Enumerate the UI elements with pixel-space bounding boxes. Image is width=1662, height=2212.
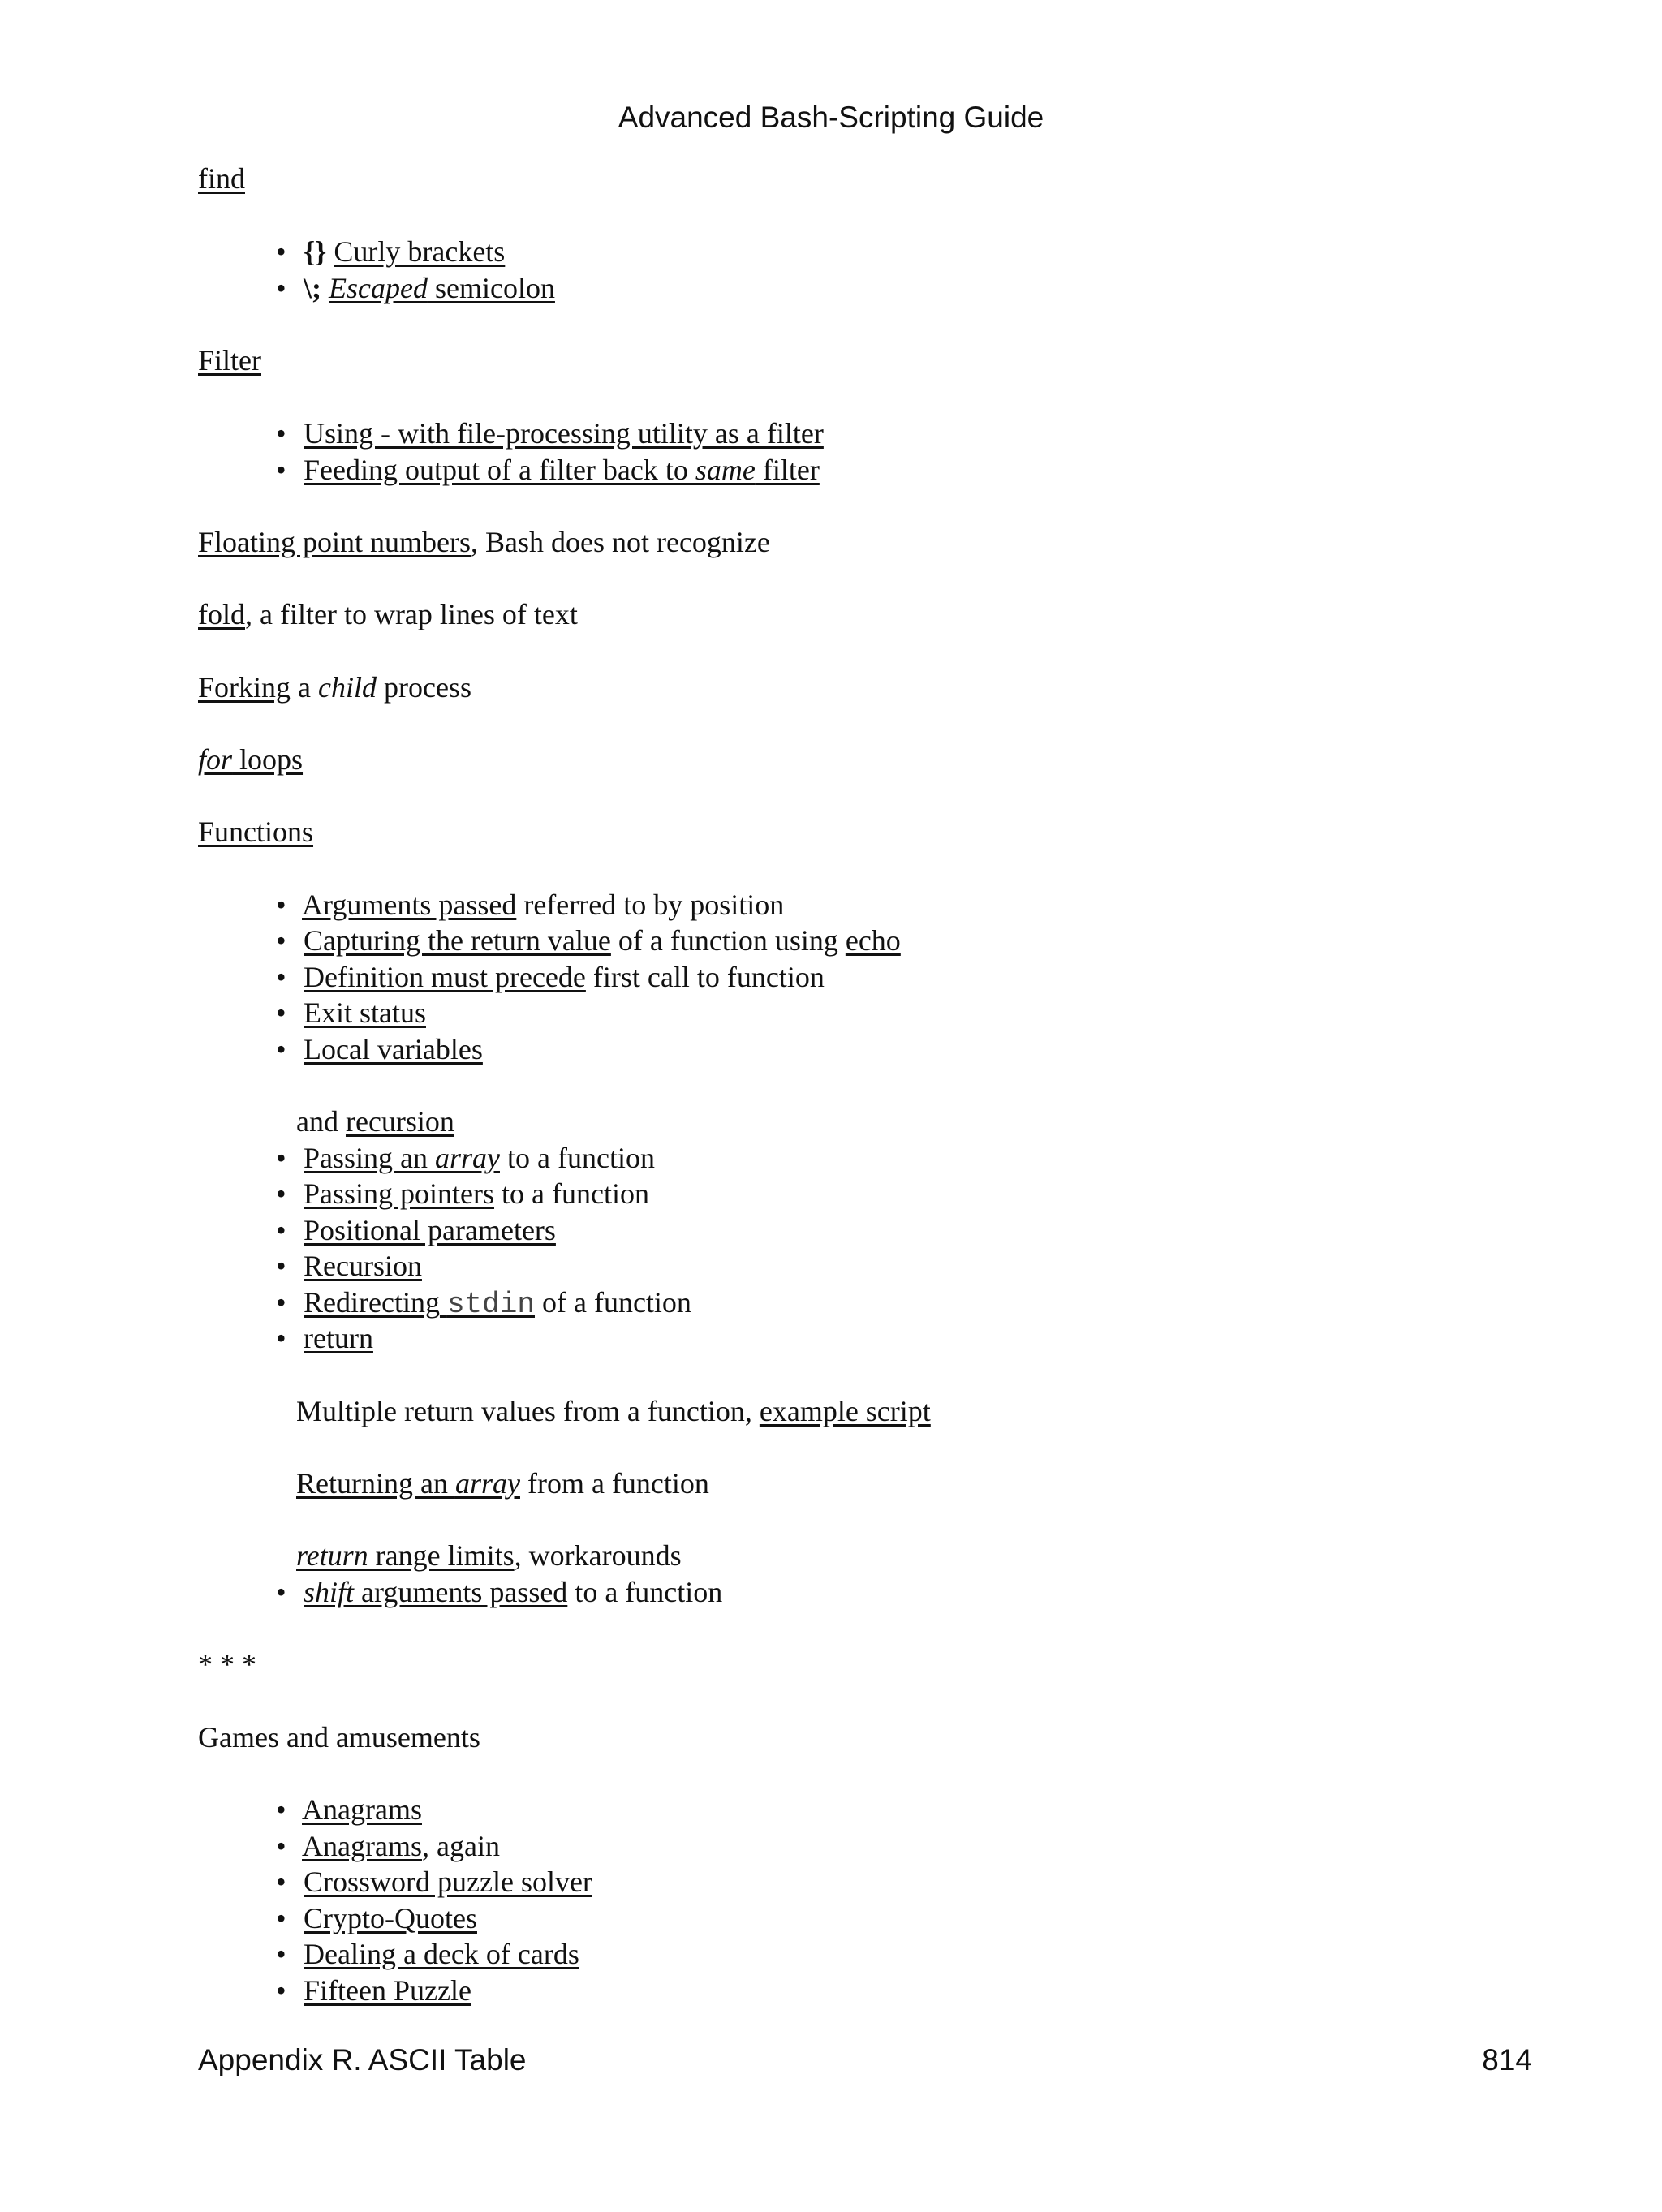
- fifteen-puzzle-link[interactable]: Fifteen Puzzle: [304, 1974, 471, 2007]
- link-text: arguments passed: [354, 1576, 568, 1608]
- item-text: referred to by position: [516, 889, 785, 921]
- loops-text: loops: [232, 743, 304, 776]
- item-text: of a function: [534, 1286, 691, 1319]
- list-item: [276, 1176, 649, 1211]
- forking-text-2: process: [376, 671, 471, 704]
- item-text: first call to function: [585, 961, 825, 993]
- list-item: [276, 1936, 579, 1972]
- stdin-code: stdin: [446, 1288, 535, 1321]
- item-text: , again: [421, 1830, 500, 1862]
- index-entry-fold: [198, 596, 578, 632]
- list-item: [276, 959, 825, 995]
- list-item: [276, 1140, 655, 1176]
- escaped-semicolon-link[interactable]: [329, 272, 555, 304]
- deck-of-cards-link[interactable]: Dealing a deck of cards: [304, 1938, 579, 1970]
- games-heading: Games and amusements: [198, 1721, 480, 1754]
- sub-entry: [296, 1465, 709, 1501]
- list-item: [276, 1864, 592, 1900]
- item-text: to a function: [494, 1177, 649, 1210]
- list-item: [276, 1900, 477, 1936]
- find-link[interactable]: find: [198, 162, 245, 195]
- anagrams-again-link[interactable]: Anagrams: [302, 1830, 422, 1862]
- list-item: [276, 887, 784, 923]
- curly-brackets-symbol: {}: [304, 235, 327, 268]
- list-item: [276, 234, 505, 269]
- example-script-link[interactable]: example script: [759, 1395, 931, 1427]
- list-item: [276, 1285, 691, 1323]
- item-text: from a function: [519, 1467, 709, 1500]
- recursion-sub-link[interactable]: recursion: [345, 1105, 454, 1138]
- item-text: and: [296, 1105, 346, 1138]
- list-item: [276, 1973, 471, 2008]
- list-item: [276, 415, 824, 451]
- filter-feeding-output-link[interactable]: [304, 454, 820, 486]
- crossword-solver-link[interactable]: Crossword puzzle solver: [304, 1866, 592, 1898]
- index-entry-for-loops: [198, 742, 303, 777]
- shift-em: shift: [304, 1576, 355, 1608]
- semicolon-text: semicolon: [427, 272, 555, 304]
- return-em: return: [296, 1539, 368, 1572]
- local-variables-link[interactable]: Local variables: [304, 1033, 483, 1065]
- list-item: [276, 1320, 373, 1356]
- exit-status-link[interactable]: Exit status: [304, 996, 426, 1029]
- child-em: child: [318, 671, 377, 704]
- positional-parameters-link[interactable]: Positional parameters: [304, 1214, 556, 1246]
- floating-point-link[interactable]: Floating point numbers: [198, 526, 471, 558]
- same-em: same: [695, 454, 756, 486]
- list-item: [276, 923, 901, 958]
- list-item: [276, 1248, 422, 1284]
- list-item: [276, 995, 426, 1031]
- index-entry-forking: [198, 669, 471, 705]
- functions-link[interactable]: Functions: [198, 816, 314, 848]
- link-text: range limits: [368, 1539, 515, 1572]
- footer-chapter: Appendix R. ASCII Table: [198, 2043, 527, 2076]
- link-text: Passing an: [304, 1142, 435, 1174]
- filter-link[interactable]: Filter: [198, 344, 261, 377]
- shift-arguments-link[interactable]: [304, 1576, 567, 1608]
- floating-text: , Bash does not recognize: [471, 526, 770, 558]
- fold-text: , a filter to wrap lines of text: [245, 598, 578, 630]
- page-header-title: Advanced Bash-Scripting Guide: [618, 101, 1044, 134]
- item-text: to a function: [567, 1576, 723, 1608]
- index-entry-floating: [198, 524, 770, 560]
- sub-entry: [296, 1104, 454, 1139]
- list-item: [276, 1212, 556, 1248]
- filter-tail: filter: [755, 454, 820, 486]
- definition-precede-link[interactable]: Definition must precede: [304, 961, 586, 993]
- list-item: [276, 1828, 500, 1864]
- array-em: array: [454, 1467, 520, 1500]
- link-text: Redirecting: [304, 1286, 440, 1319]
- fold-link[interactable]: fold: [198, 598, 245, 630]
- forking-text: a: [291, 671, 318, 704]
- redirecting-stdin-link[interactable]: [304, 1286, 535, 1319]
- item-text: , workarounds: [514, 1539, 682, 1572]
- passing-array-link[interactable]: [304, 1142, 500, 1174]
- list-item: [276, 1792, 422, 1827]
- item-text: of a function using: [610, 924, 846, 957]
- for-loops-link[interactable]: [198, 743, 303, 776]
- echo-link[interactable]: echo: [845, 924, 901, 957]
- section-separator: * * *: [198, 1648, 256, 1681]
- list-item: [276, 452, 820, 488]
- anagrams-link[interactable]: Anagrams: [302, 1793, 422, 1826]
- index-entry-functions[interactable]: [198, 814, 313, 850]
- crypto-quotes-link[interactable]: Crypto-Quotes: [304, 1902, 477, 1934]
- link-text: Returning an: [296, 1467, 455, 1500]
- list-item: [276, 1031, 483, 1067]
- capturing-return-link[interactable]: Capturing the return value: [304, 924, 611, 957]
- curly-brackets-link[interactable]: Curly brackets: [334, 235, 506, 268]
- list-item: [276, 1574, 722, 1610]
- recursion-link[interactable]: Recursion: [304, 1250, 422, 1282]
- filter-using-dash-link[interactable]: Using - with file-processing utility as a filter: [304, 417, 824, 450]
- forking-link[interactable]: Forking: [198, 671, 291, 704]
- passing-pointers-link[interactable]: Passing pointers: [304, 1177, 495, 1210]
- escaped-semicolon-symbol: \;: [304, 272, 321, 304]
- arguments-passed-link[interactable]: Arguments passed: [302, 889, 517, 921]
- for-em: for: [198, 743, 233, 776]
- return-range-limits-link[interactable]: [296, 1539, 515, 1572]
- index-entry-find[interactable]: [198, 161, 245, 196]
- sub-entry: [296, 1538, 682, 1573]
- feeding-text: Feeding output of a filter back to: [304, 454, 695, 486]
- array-em: array: [435, 1142, 500, 1174]
- item-text: Multiple return values from a function,: [296, 1395, 760, 1427]
- footer-page-number: 814: [1482, 2043, 1532, 2076]
- return-link[interactable]: return: [304, 1322, 373, 1354]
- returning-array-link[interactable]: [296, 1467, 520, 1500]
- index-entry-games: [198, 1719, 480, 1755]
- item-text: to a function: [500, 1142, 655, 1174]
- list-item: [276, 270, 555, 306]
- escaped-em: Escaped: [329, 272, 428, 304]
- sub-entry: [296, 1393, 931, 1429]
- index-entry-filter[interactable]: [198, 342, 261, 378]
